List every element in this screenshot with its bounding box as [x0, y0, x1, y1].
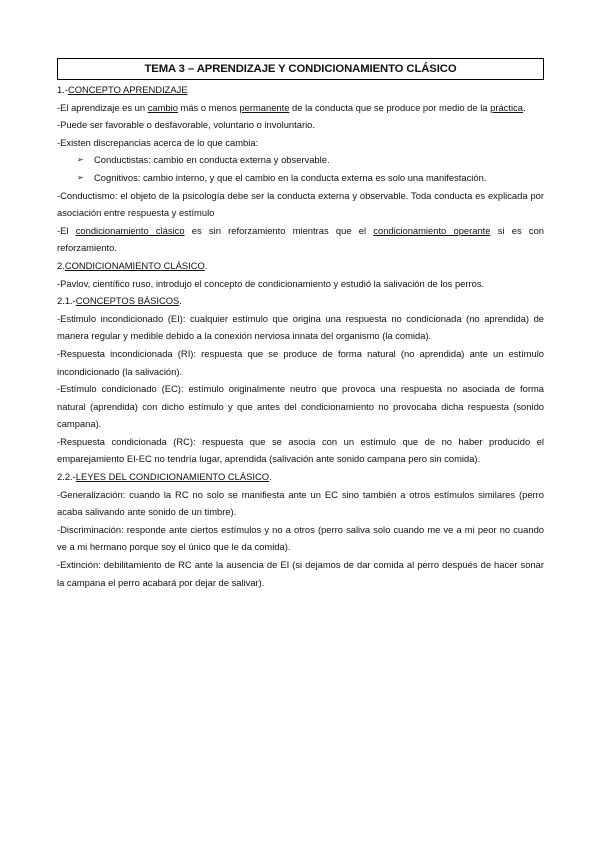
section-title: CONCEPTOS BÁSICOS — [75, 295, 180, 307]
section-number: 2.2.- — [57, 471, 76, 483]
bullet-cognitivos — [57, 169, 544, 187]
paragraph-favorable: -Puede ser favorable o desfavorable, voluntario o involuntario. — [57, 119, 315, 131]
paragraph-discrepancias: -Existen discrepancias acerca de lo que cambia: — [57, 136, 259, 148]
arrow-bullet-icon: ➢ — [77, 172, 84, 182]
section-2-2-heading — [57, 468, 544, 486]
text: más o menos — [177, 101, 240, 113]
paragraph-extincion: -Extinción: debilitamiento de RC ante la ausencia de EI (si dejamos de dar comida al perro después de hacer sonar la campana el perro acabará por dejar de salivar). — [57, 559, 544, 588]
document-page — [57, 58, 544, 591]
term-practica: práctica — [490, 101, 523, 113]
section-number: 2. — [57, 259, 65, 271]
paragraph-definicion — [57, 99, 544, 117]
term-condicionamiento-operante: condicionamiento operante — [373, 224, 491, 236]
section-2-1-heading — [57, 292, 544, 310]
section-1-heading — [57, 81, 544, 99]
paragraph-discriminacion: -Discriminación: responde ante ciertos estímulos y no a otros (perro saliva solo cuando me ve a mi peor no cuando ve a mi hermano porque soy el único que le da comida). — [57, 523, 544, 553]
paragraph-ec: -Estímulo condicionado (EC): estímulo originalmente neutro que provoca una respuesta no asociada de forma natural (aprendida) con dicho estímulo y que antes del condicionamiento no provocaba dicha respuesta (sonido campana). — [57, 383, 544, 430]
document-title: TEMA 3 – APRENDIZAJE Y CONDICIONAMIENTO CLÁSICO — [57, 58, 544, 80]
term-permanente: permanente — [239, 101, 290, 113]
section-title: CONCEPTO APRENDIZAJE — [67, 84, 188, 95]
section-title: LEYES DEL CONDICIONAMIENTO CLÁSICO — [75, 471, 270, 483]
text: . — [204, 259, 208, 271]
paragraph-pavlov: -Pavlov, científico ruso, introdujo el concepto de condicionamiento y estudió la salivación de los perros. — [57, 277, 485, 289]
text: de la conducta que se produce por medio de la — [289, 101, 491, 113]
paragraph-generalizacion: -Generalización: cuando la RC no solo se manifiesta ante un EC sino también a otros estímulos similares (perro acaba salivando ante sonido de un timbre). — [57, 488, 544, 518]
paragraph-rc: -Respuesta condicionada (RC): respuesta que se asocia con un estímulo que de no haber producido el emparejamiento EI-EC no tendría lugar, aprendida (salivación ante sonido campana pero sin comida). — [57, 435, 544, 465]
text: . — [179, 295, 182, 307]
bullet-text: Cognitivos: cambio interno, y que el cambio en la conducta externa es solo una manifestación. — [94, 171, 487, 183]
text: . — [269, 471, 272, 483]
section-number: 1.- — [57, 84, 68, 95]
text: -El — [57, 224, 76, 236]
section-title: CONDICIONAMIENTO CLÁSICO — [64, 259, 205, 271]
section-2-heading — [57, 257, 544, 275]
paragraph-conductismo: -Conductismo: el objeto de la psicología debe ser la conducta externa y observable. Toda conducta es explicada por asociación entre respuesta y estímulo — [57, 189, 544, 219]
term-condicionamiento-clasico: condicionamiento clásico — [75, 224, 185, 236]
text: es sin reforzamiento mientras que el — [184, 224, 374, 236]
paragraph-condicionamiento — [57, 222, 544, 257]
text: . — [522, 101, 526, 113]
paragraph-ei: -Estimulo incondicionado (EI): cualquier estímulo que origina una respuesta no condicionada (no aprendida) de manera regular y medible debido a la conexión nerviosa innata del organismo (la comida). — [57, 312, 544, 342]
section-number: 2.1.- — [57, 295, 76, 307]
bullet-text: Conductistas: cambio en conducta externa y observable. — [94, 154, 330, 166]
paragraph-ri: -Respuesta incondicionada (RI): respuesta que se produce de forma natural (no aprendida) ante un estímulo incondicionado (la salivación). — [57, 347, 544, 377]
bullet-conductistas — [57, 151, 544, 169]
text: -El aprendizaje es un — [57, 101, 148, 113]
term-cambio: cambio — [147, 101, 178, 113]
text: si es con reforzamiento. — [57, 224, 545, 254]
arrow-bullet-icon: ➢ — [77, 155, 84, 165]
